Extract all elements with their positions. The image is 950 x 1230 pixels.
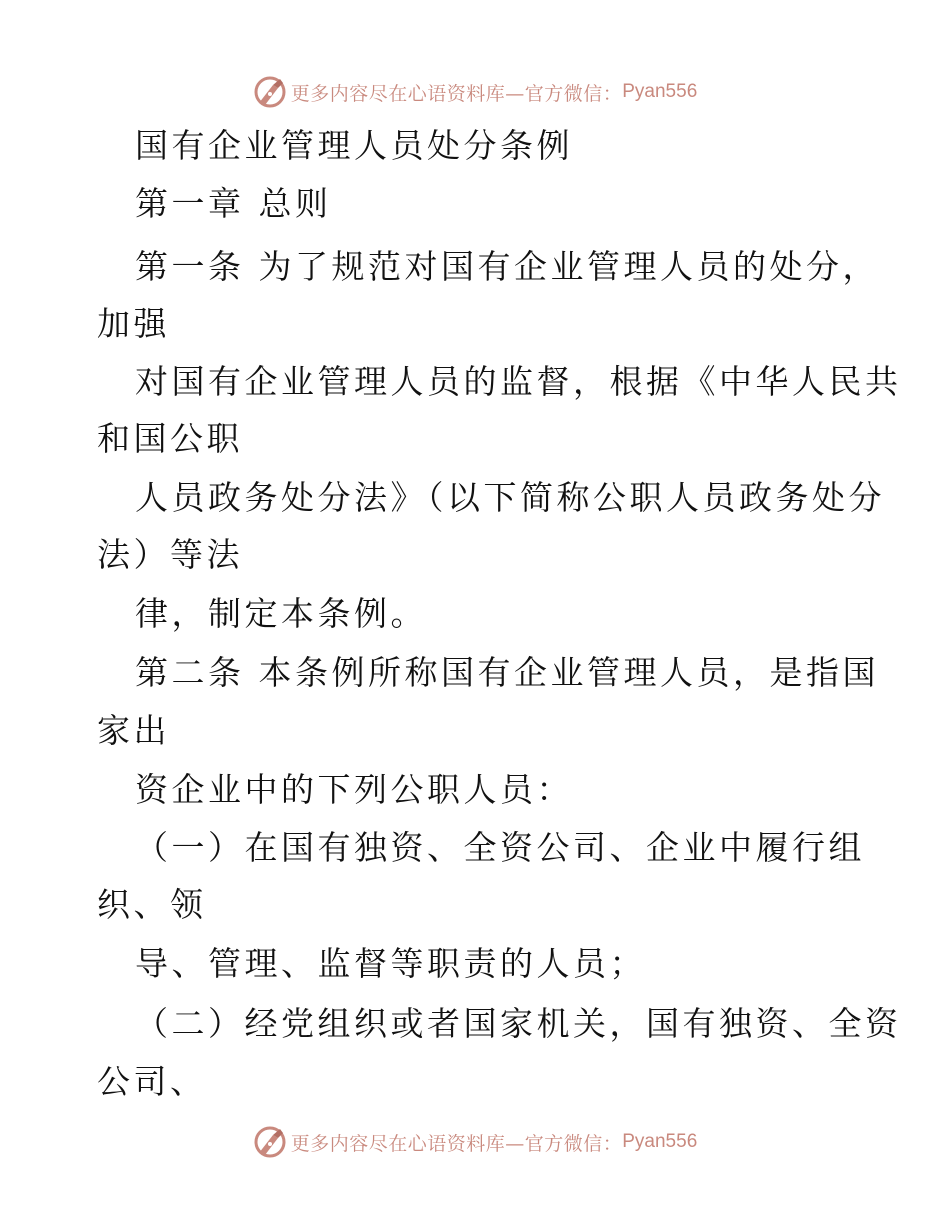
text-line: 人员政务处分法》（以下简称公职人员政务处分	[135, 478, 885, 517]
header-banner	[0, 72, 950, 112]
footer-banner	[0, 1122, 950, 1162]
pen-nib-seal-icon	[253, 1125, 287, 1159]
text-line: 家出	[97, 711, 170, 750]
banner-text: 更多内容尽在心语资料库—官方微信：	[290, 1132, 623, 1155]
text-line: 对国有企业管理人员的监督，根据《中华人民共	[135, 362, 902, 401]
wechat-id: Pyan556	[622, 81, 698, 102]
text-line: 法）等法	[97, 535, 243, 574]
text-line: 第一条 为了规范对国有企业管理人员的处分，	[135, 247, 879, 286]
text-line: 和国公职	[97, 419, 243, 458]
document-title: 国有企业管理人员处分条例	[135, 126, 573, 165]
banner-text: 更多内容尽在心语资料库—官方微信：	[290, 82, 623, 105]
wechat-id: Pyan556	[622, 1131, 698, 1152]
text-line: 织、领	[97, 885, 207, 924]
text-line: （一）在国有独资、全资公司、企业中履行组	[135, 828, 865, 867]
text-line: （二）经党组织或者国家机关，国有独资、全资	[135, 1004, 902, 1043]
text-line: 加强	[97, 304, 170, 343]
pen-nib-seal-icon	[253, 75, 287, 109]
chapter-heading: 第一章 总则	[135, 184, 332, 223]
text-line: 资企业中的下列公职人员：	[135, 770, 573, 809]
text-line: 导、管理、监督等职责的人员；	[135, 944, 646, 983]
text-line: 第二条 本条例所称国有企业管理人员，是指国	[135, 653, 879, 692]
text-line: 公司、	[97, 1062, 207, 1101]
text-line: 律，制定本条例。	[135, 594, 427, 633]
